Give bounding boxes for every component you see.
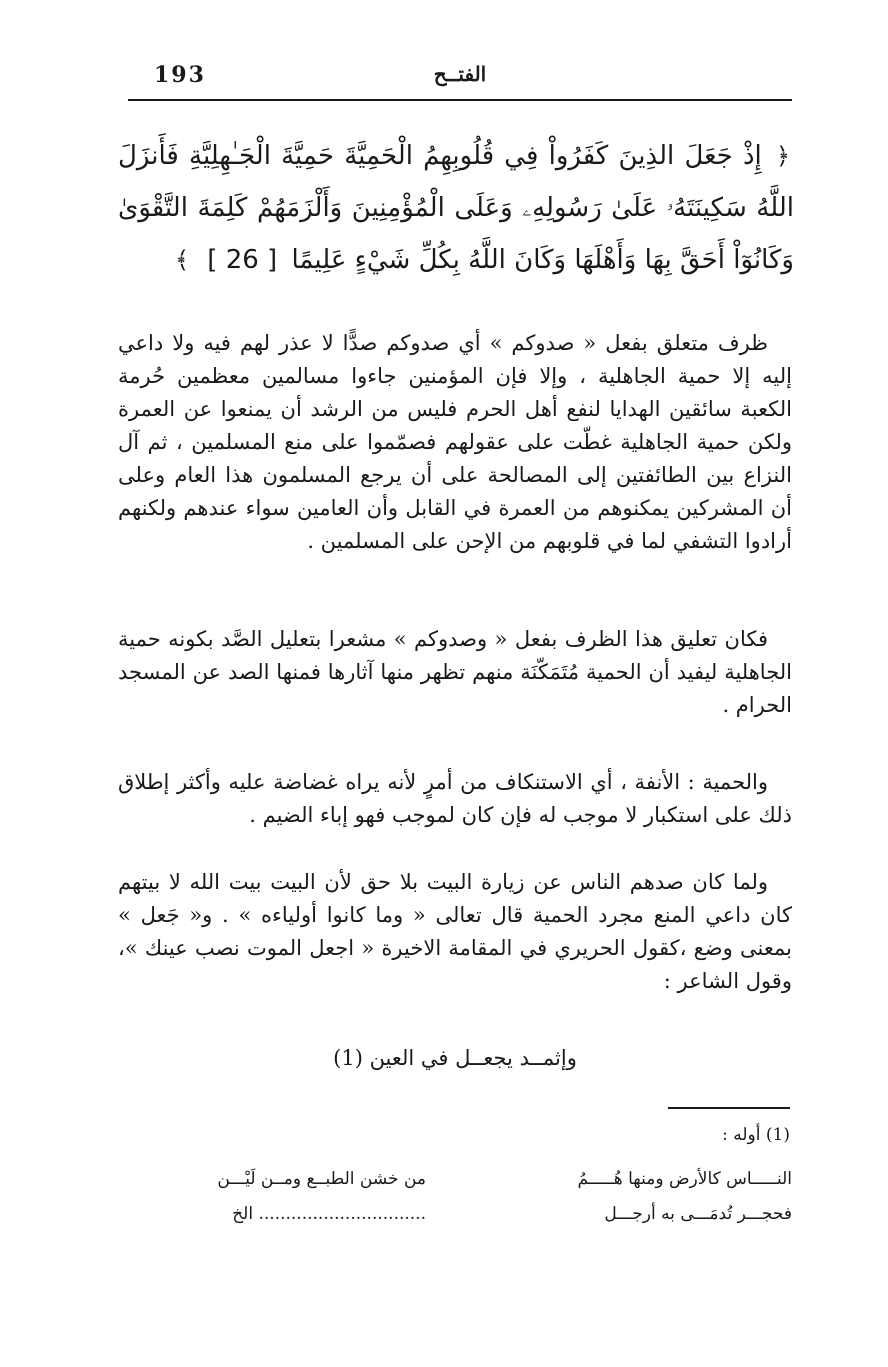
paragraph-4: ولما كان صدهم الناس عن زيارة البيت بلا حق لأن البيت بيت الله لا بيتهم كان داعي المنع مجرد الحمية قال تعالى « وما كانوا أولياءه » . و« جَعل » بمعنى وضع ،كقول الحريري في المقامة الاخيرة « اجعل الموت نصب عينك »، وقول الشاعر : (118, 870, 792, 993)
verse-close-brace: ﴾ (174, 246, 189, 274)
footnote-hemistich-left: من خشن الطبــع ومــن لَيْـــن (217, 1169, 426, 1189)
page-header (128, 58, 792, 94)
verse-open-brace: ﴿ (775, 142, 791, 170)
footnote-intro: (1) أوله : (722, 1125, 790, 1145)
paragraph-2: فكان تعليق هذا الظرف بفعل « وصدوكم » مشعرا بتعليل الصَّد بكونه حمية الجاهلية ليفيد أن الحمية مُتَمَكّنَة منهم تظهر منها آثارها فمنها الصد عن المسجد الحرام . (118, 627, 792, 717)
footnote-hemistich-left: ............................... الخ (232, 1204, 426, 1224)
verse-text: إِذْ جَعَلَ الذِينَ كَفَرُواْ فِي قُلُوبِهِمُ الْحَمِيَّةَ حَمِيَّةَ الْجَـٰهِلِيَّةِ فَأَنزَلَ اللَّهُ سَكِينَتَهُۥ عَلَىٰ رَسُولِهِۦ وَعَلَى الْمُؤْمِنِينَ وَأَلْزَمَهُمْ كَلِمَةَ التَّقْوَىٰ وَكَانُوٓاْ أَحَقَّ بِهَا وَأَهْلَهَا وَكَانَ اللَّهُ بِكُلِّ شَيْءٍ عَلِيمًا (118, 141, 794, 275)
footnote-verse-line-2 (118, 1200, 792, 1228)
paragraph-1: ظرف متعلق بفعل « صدوكم » أي صدوكم صدًّا لا عذر لهم فيه ولا داعي إليه إلا حمية الجاهلية ، وإلا فإن المؤمنين جاءوا مسالمين معظمين حُرمة الكعبة سائقين الهدايا لنفع أهل الحرم فليس من الرشد أن يمنعوا عن العمرة ولكن حمية الجاهلية غطّت على عقولهم فصمّموا على منع المسلمين ، ثم آل النزاع بين الطائفتين إلى المصالحة على أن يرجع المسلمون هذا العام وعلى أن المشركين يمكنوهم من العمرة في القابل وأن العامين سواء عندهم ولكنهم أرادوا التشفي لما في قلوبهم من الإحن على المسلمين . (118, 331, 792, 553)
footnote-hemistich-right: فحجـــر تُدمَـــى به أرجـــل (604, 1204, 792, 1224)
footnote-verse-line-1 (118, 1165, 792, 1193)
quran-verse (118, 130, 794, 286)
paragraph-3: والحمية : الأنفة ، أي الاستنكاف من أمرٍ لأنه يراه غضاضة عليه وأكثر إطلاق ذلك على استكبار لا موجب له فإن كان لموجب فهو إباء الضيم . (118, 770, 792, 827)
footnote-hemistich-right: النـــــاس كالأرض ومنها هُـــــمُ (577, 1169, 792, 1189)
header-rule (128, 99, 792, 101)
poetry-quote: وإثمــد يجعــل في العين (1) (333, 1046, 577, 1070)
ayah-number: [ 26 ] (207, 245, 278, 275)
page-number: 193 (154, 62, 206, 88)
running-title: الفتــح (433, 62, 487, 86)
footnote-rule (668, 1107, 790, 1109)
